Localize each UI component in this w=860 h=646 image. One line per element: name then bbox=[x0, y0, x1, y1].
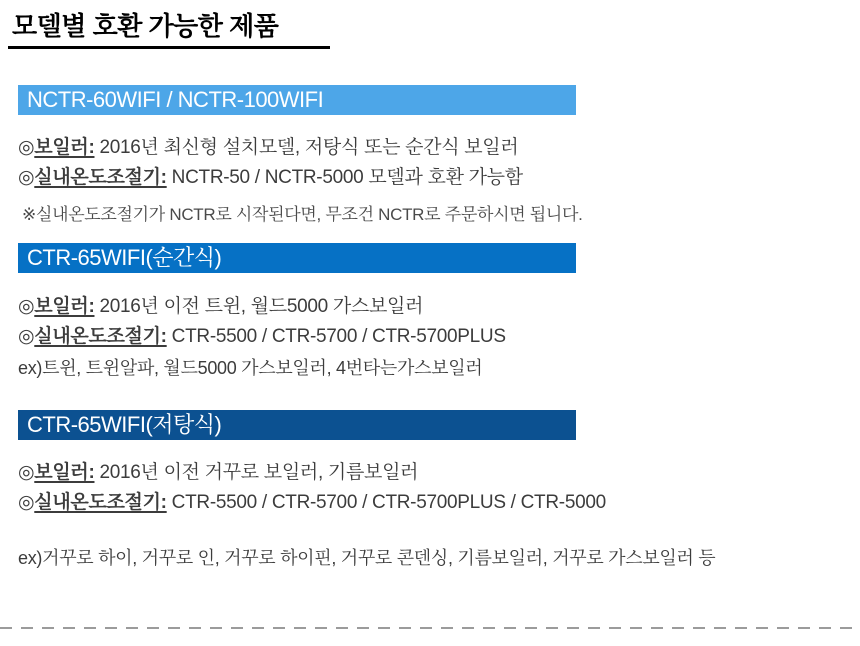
boiler-line bbox=[18, 458, 848, 488]
bullseye-bullet-icon: ◎ bbox=[18, 296, 35, 317]
page-title: 모델별 호환 가능한 제품 bbox=[12, 11, 279, 41]
model-header-bar: NCTR-60WIFI / NCTR-100WIFI bbox=[18, 85, 576, 115]
thermostat-label: 실내온도조절기: bbox=[34, 492, 167, 513]
thermostat-line bbox=[18, 488, 848, 518]
bottom-dashed-divider bbox=[0, 627, 860, 629]
example-models-text: ex)거꾸로 하이, 거꾸로 인, 거꾸로 하이핀, 거꾸로 콘덴싱, 기름보일러, 거꾸로 가스보일러 등 bbox=[18, 548, 716, 568]
boiler-label: 보일러: bbox=[34, 296, 95, 317]
example-models-text: ex)트윈, 트윈알파, 월드5000 가스보일러, 4번타는가스보일러 bbox=[18, 358, 483, 378]
thermostat-line bbox=[18, 163, 848, 193]
boiler-label: 보일러: bbox=[34, 137, 95, 158]
thermostat-label: 실내온도조절기: bbox=[34, 167, 167, 188]
boiler-line bbox=[18, 292, 848, 322]
boiler-text: 2016년 이전 트윈, 월드5000 가스보일러 bbox=[94, 296, 424, 317]
thermostat-line bbox=[18, 322, 848, 352]
bullseye-bullet-icon: ◎ bbox=[18, 137, 35, 158]
page-title-block bbox=[8, 6, 330, 49]
thermostat-text: CTR-5500 / CTR-5700 / CTR-5700PLUS bbox=[166, 326, 506, 347]
boiler-label: 보일러: bbox=[34, 462, 95, 483]
bullseye-bullet-icon: ◎ bbox=[18, 462, 35, 483]
boiler-text: 2016년 최신형 설치모델, 저탕식 또는 순간식 보일러 bbox=[94, 137, 519, 158]
model-section-ctr-instant bbox=[18, 243, 848, 380]
thermostat-label: 실내온도조절기: bbox=[34, 326, 167, 347]
model-header-bar: CTR-65WIFI(순간식) bbox=[18, 243, 576, 273]
bullseye-bullet-icon: ◎ bbox=[18, 492, 35, 513]
model-section-nctr bbox=[18, 85, 848, 226]
bullseye-bullet-icon: ◎ bbox=[18, 326, 35, 347]
bullseye-bullet-icon: ◎ bbox=[18, 167, 35, 188]
boiler-text: 2016년 이전 거꾸로 보일러, 기름보일러 bbox=[94, 462, 419, 483]
thermostat-text: CTR-5500 / CTR-5700 / CTR-5700PLUS / CTR-5000 bbox=[166, 492, 606, 513]
title-underline bbox=[8, 46, 330, 49]
boiler-line bbox=[18, 133, 848, 163]
order-note: ※실내온도조절기가 NCTR로 시작된다면, 무조건 NCTR로 주문하시면 됩니다. bbox=[22, 205, 583, 224]
thermostat-text: NCTR-50 / NCTR-5000 모델과 호환 가능함 bbox=[166, 167, 523, 188]
model-header-bar: CTR-65WIFI(저탕식) bbox=[18, 410, 576, 440]
model-section-ctr-storage bbox=[18, 410, 848, 570]
